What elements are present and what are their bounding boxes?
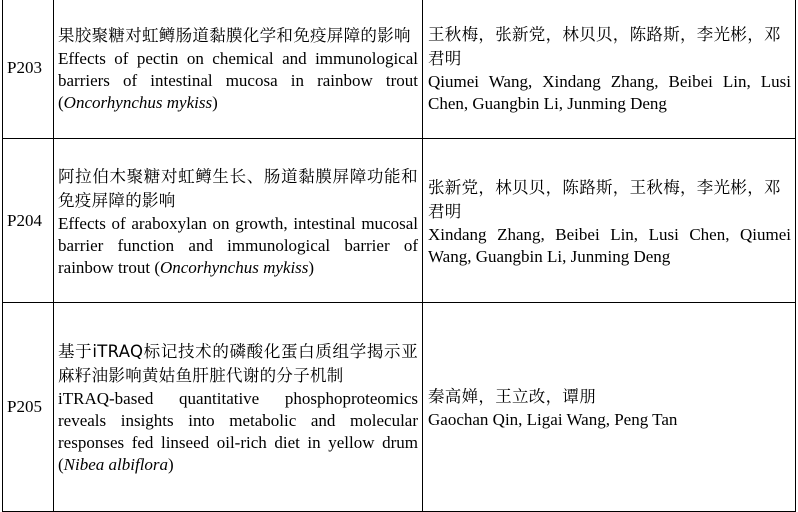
table-row: [3, 303, 796, 512]
authors-en: Gaochan Qin, Ligai Wang, Peng Tan: [428, 410, 678, 429]
title-en-close: ): [308, 257, 315, 277]
authors-cell: [423, 0, 796, 139]
title-en-text: Effects of pectin on chemical and immunological barriers of intestinal mucosa in rainbow trout (: [58, 49, 418, 112]
table-row: [3, 0, 796, 139]
title-cell: [54, 139, 423, 303]
poster-id: P204: [3, 139, 54, 303]
title-cell: [54, 303, 423, 512]
title-zh: 基于iTRAQ标记技术的磷酸化蛋白质组学揭示亚麻籽油影响黄姑鱼肝脏代谢的分子机制: [58, 342, 418, 385]
authors-zh: 秦高婵，王立改，谭朋: [428, 387, 596, 406]
species-name: Oncorhynchus mykiss: [63, 93, 213, 112]
authors-en: Xindang Zhang, Beibei Lin, Lusi Chen, Qiumei Wang, Guangbin Li, Junming Deng: [428, 224, 791, 266]
species-name: Oncorhynchus mykiss: [159, 257, 309, 277]
authors-cell: [423, 303, 796, 512]
title-en: [58, 388, 418, 476]
authors-zh: 张新党，林贝贝，陈路斯，王秋梅，李光彬，邓君明: [428, 177, 781, 221]
title-cell: [54, 0, 423, 139]
title-en: [58, 213, 418, 279]
authors-en: Qiumei Wang, Xindang Zhang, Beibei Lin, Lusi Chen, Guangbin Li, Junming Deng: [428, 72, 791, 113]
title-en-text: Effects of araboxylan on growth, intestinal mucosal barrier function and immunological barrier of rainbow trout (: [58, 213, 418, 277]
poster-list-table: [2, 0, 796, 512]
poster-id: P203: [3, 0, 54, 139]
title-en-text: iTRAQ-based quantitative phosphoproteomics reveals insights into metabolic and molecular responses fed linseed oil-rich diet in yellow drum (: [58, 389, 418, 474]
title-en-close: ): [212, 93, 218, 112]
title-en-close: ): [168, 455, 174, 474]
poster-id: P205: [3, 303, 54, 512]
title-zh: 阿拉伯木聚糖对虹鳟生长、肠道黏膜屏障功能和免疫屏障的影响: [58, 166, 418, 210]
title-en: [58, 48, 418, 114]
authors-zh: 王秋梅，张新党，林贝贝，陈路斯，李光彬，邓君明: [428, 25, 781, 68]
authors-cell: [423, 139, 796, 303]
species-name: Nibea albiflora: [63, 455, 169, 474]
table-row: [3, 139, 796, 303]
title-zh: 果胶聚糖对虹鳟肠道黏膜化学和免疫屏障的影响: [58, 26, 411, 45]
